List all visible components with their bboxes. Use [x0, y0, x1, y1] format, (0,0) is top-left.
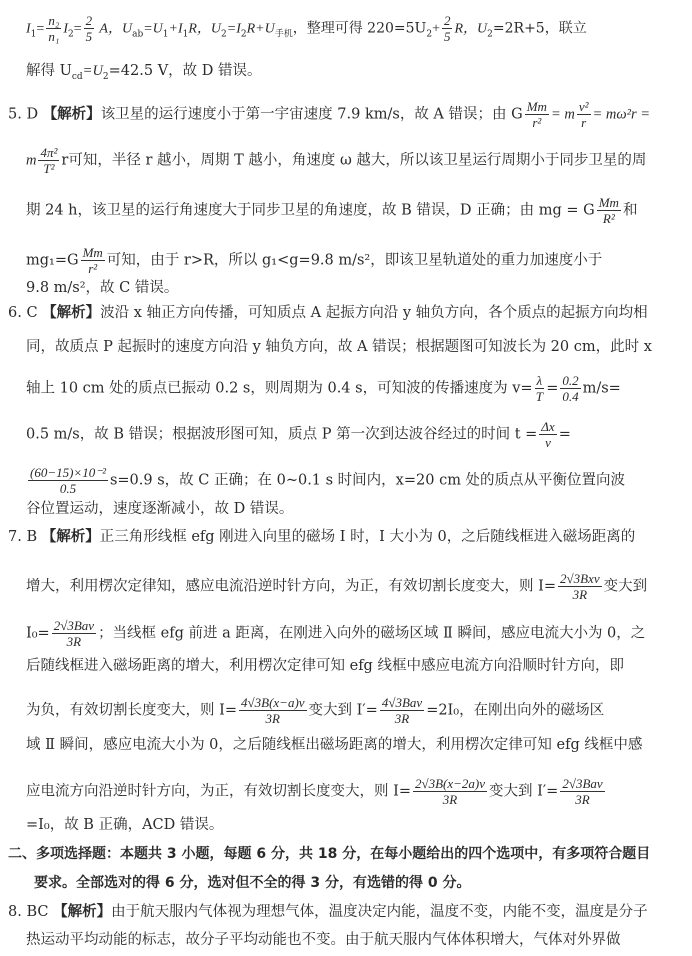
- section-heading-text: 二、多项选择题：本题共 3 小题，每题 6 分，共 18 分，在每小题给出的四个选项中，有多项符合题目: [8, 846, 651, 862]
- denominator: R²: [602, 211, 615, 226]
- numerator: 2√3B(x−2a)v: [414, 776, 486, 791]
- fraction: [46, 14, 61, 43]
- question-5-line-1: [8, 100, 678, 129]
- subscript: 手机: [274, 29, 293, 40]
- question-7-line-6: [26, 735, 678, 755]
- fraction: [442, 14, 453, 43]
- math: R，U: [454, 21, 488, 37]
- text: =I₀，故 B 正确，ACD 错误。: [26, 817, 224, 833]
- subscript: 1: [162, 29, 169, 40]
- question-5-line-2: [26, 146, 678, 175]
- numerator: n₂: [48, 13, 60, 28]
- text: =2I₀，在刚出向外的磁场区: [426, 702, 605, 719]
- text: 增大，利用楞次定律知，感应电流沿逆时针方向，为正，有效切割长度变大，则 I=: [26, 578, 556, 595]
- fraction: [239, 696, 307, 725]
- text: 变大到: [603, 578, 648, 595]
- math: I: [63, 21, 69, 37]
- question-number: 7. B: [8, 529, 42, 545]
- math: R，U: [188, 21, 222, 37]
- text: ，整理可得 220=5U: [292, 20, 427, 37]
- math: =: [73, 21, 82, 37]
- math: m: [26, 152, 37, 169]
- numerator: Δx: [541, 419, 555, 434]
- denominator: 3R: [575, 792, 590, 807]
- fraction: [560, 777, 604, 806]
- text: 同，故质点 P 起振时的速度方向沿 y 轴负方向，故 A 错误；根据题图可知波长为 20 cm，此时 x: [26, 339, 652, 355]
- fraction: [539, 420, 556, 449]
- subscript: 2: [487, 29, 493, 40]
- question-number: 8. BC: [8, 904, 54, 920]
- question-7-line-2: [26, 572, 678, 601]
- text-line: [26, 14, 678, 44]
- question-5-line-5: [26, 278, 678, 298]
- math: = m: [550, 106, 575, 123]
- question-6-line-2: [26, 337, 678, 357]
- fraction: [28, 466, 108, 495]
- numerator: (60−15)×10⁻²: [30, 465, 106, 480]
- analysis-tag: 【解析】: [41, 528, 100, 545]
- text: 域 Ⅱ 瞬间，感应电流大小为 0，之后随线框出磁场距离的增大，利用楞次定律可知 efg 线框中感: [26, 737, 643, 753]
- text: m/s=: [582, 380, 621, 397]
- denominator: T²: [43, 161, 55, 176]
- denominator: 0.5: [59, 481, 77, 496]
- math: = mω²r =: [592, 106, 651, 123]
- denominator: v: [545, 435, 551, 450]
- numerator: 2√3Bav: [562, 776, 603, 791]
- denominator: 3R: [442, 792, 458, 807]
- math: +I: [168, 21, 183, 37]
- subscript: 2: [240, 29, 247, 40]
- subscript: 1: [182, 29, 189, 40]
- text: 解得 U: [26, 63, 72, 79]
- numerator: 4√3B(x−a)v: [241, 695, 305, 710]
- denominator: r: [581, 115, 587, 130]
- text: 变大到 I′=: [489, 783, 559, 800]
- text: 变大到 I′=: [308, 702, 378, 719]
- question-6-line-6: [26, 499, 678, 519]
- text: 可知，由于 r>R，所以 g₁<g=9.8 m/s²，即该卫星轨道处的重力加速度小于: [106, 252, 603, 269]
- numerator: v²: [578, 99, 589, 114]
- question-7-line-5: [26, 696, 678, 725]
- math: I: [26, 21, 31, 37]
- fraction: [38, 146, 59, 175]
- fraction: [52, 619, 96, 648]
- section-heading-line-2: [34, 873, 678, 893]
- question-7-line-3: [26, 619, 678, 648]
- section-heading-text: 要求。全部选对的得 6 分，选对但不全的得 3 分，有选错的得 0 分。: [34, 875, 471, 891]
- denominator: r²: [88, 261, 98, 276]
- fraction: [558, 572, 602, 601]
- text: s=0.9 s，故 C 正确；在 0~0.1 s 时间内，x=20 cm 处的质点从平衡位置向波: [109, 472, 626, 489]
- question-number: 5. D: [8, 106, 43, 123]
- text-line: [26, 61, 678, 87]
- numerator: 2: [85, 13, 93, 28]
- question-7-line-4: [26, 656, 678, 676]
- denominator: 3R: [265, 711, 280, 726]
- text: 为负，有效切割长度变大，则 I=: [26, 702, 237, 719]
- subscript: 2: [68, 29, 74, 40]
- denominator: 5: [85, 29, 93, 44]
- denominator: 3R: [394, 711, 410, 726]
- text: 波沿 x 轴正方向传播，可知质点 A 起振方向沿 y 轴负方向，各个质点的起振方向均相: [100, 305, 648, 321]
- fraction: [84, 14, 95, 43]
- analysis-tag: 【解析】: [42, 304, 101, 321]
- question-7-line-8: [26, 815, 678, 835]
- question-6-line-5: [26, 466, 678, 495]
- text: A，U: [96, 21, 133, 37]
- subscript: 2: [426, 29, 433, 40]
- denominator: n₁: [48, 29, 60, 44]
- numerator: 0.2: [562, 373, 579, 388]
- numerator: 2√3Bxv: [559, 571, 600, 586]
- denominator: 3R: [66, 634, 82, 649]
- fraction: [81, 246, 105, 275]
- question-8-line-2: [26, 930, 678, 950]
- math: +: [432, 21, 440, 37]
- text: 热运动平均动能的标志，故分子平均动能也不变。由于航天服内气体体积增大，气体对外界做: [26, 932, 621, 948]
- question-7-line-1: [8, 527, 678, 547]
- question-6-line-1: [8, 303, 678, 323]
- fraction: [577, 100, 591, 129]
- numerator: 4√3Bav: [381, 695, 423, 710]
- fraction: [380, 696, 424, 725]
- subscript: 1: [30, 29, 37, 40]
- text: 0.5 m/s，故 B 错误；根据波形图可知，质点 P 第一次到达波谷经过的时间 t =: [26, 426, 538, 443]
- denominator: 5: [443, 29, 451, 44]
- analysis-tag: 【解析】: [53, 903, 112, 920]
- denominator: r²: [532, 115, 542, 130]
- text: 期 24 h，该卫星的运行角速度大于同步卫星的角速度，故 B 错误，D 正确；由 mg = G: [26, 202, 595, 219]
- math: =: [558, 426, 571, 443]
- question-5-line-3: [26, 196, 678, 225]
- text: 后随线框进入磁场距离的增大，利用楞次定律可知 efg 线框中感应电流方向沿顺时针方向，即: [26, 658, 624, 674]
- math: =U: [143, 21, 163, 37]
- math: =I: [226, 21, 241, 37]
- section-heading: [8, 844, 678, 864]
- text: =42.5 V，故 D 错误。: [108, 63, 262, 79]
- question-6-line-4: [26, 420, 678, 449]
- fraction: [413, 777, 487, 806]
- text: ；当线框 efg 前进 a 距离，在刚进入向外的磁场区域 Ⅱ 瞬间，感应电流大小为 0，之: [98, 625, 646, 642]
- numerator: 2: [443, 13, 451, 28]
- numerator: Mm: [598, 195, 619, 210]
- math: R+U: [246, 21, 275, 37]
- text: r可知，半径 r 越小，周期 T 越小，角速度 ω 越大，所以该卫星运行周期小于同步卫星的周: [61, 152, 647, 169]
- text: 谷位置运动，速度逐渐减小，故 D 错误。: [26, 501, 294, 517]
- question-8-line-1: [8, 902, 678, 922]
- subscript: cd: [71, 71, 83, 82]
- math: =U: [82, 63, 103, 79]
- subscript: ab: [132, 29, 144, 40]
- text: 轴上 10 cm 处的质点已振动 0.2 s，则周期为 0.4 s，可知波的传播速度为 v=: [26, 380, 533, 397]
- fraction: [535, 374, 545, 403]
- fraction: [560, 374, 580, 403]
- text: 该卫星的运行速度小于第一宇宙速度 7.9 km/s，故 A 错误；由 G: [100, 106, 523, 123]
- fraction: [525, 100, 549, 129]
- subscript: 2: [102, 71, 109, 82]
- denominator: T: [535, 389, 543, 404]
- subscript: 2: [221, 29, 227, 40]
- question-5-line-4: [26, 246, 678, 275]
- question-7-line-7: [26, 777, 678, 806]
- analysis-tag: 【解析】: [42, 105, 101, 123]
- math: =: [36, 21, 45, 37]
- denominator: 3R: [572, 587, 588, 602]
- numerator: 4π²: [40, 145, 58, 160]
- text: mg₁=G: [26, 252, 79, 269]
- question-number: 6. C: [8, 305, 43, 321]
- question-6-line-3: [26, 374, 678, 403]
- numerator: 2√3Bav: [53, 618, 95, 633]
- numerator: Mm: [82, 245, 103, 260]
- text: 正三角形线框 efg 刚进入向里的磁场 Ⅰ 时，I 大小为 0，之后随线框进入磁场距离的: [99, 529, 636, 545]
- text: 应电流方向沿逆时针方向，为正，有效切割长度变大，则 I=: [26, 783, 411, 800]
- numerator: Mm: [526, 99, 547, 114]
- denominator: 0.4: [562, 389, 579, 404]
- numerator: λ: [536, 373, 543, 388]
- text: =2R+5，联立: [492, 20, 587, 37]
- text: 和: [622, 202, 638, 219]
- fraction: [597, 196, 621, 225]
- text: 9.8 m/s²，故 C 错误。: [26, 280, 179, 296]
- math: I₀=: [26, 625, 50, 642]
- math: =: [546, 380, 559, 397]
- text: 由于航天服内气体视为理想气体，温度决定内能，温度不变，内能不变，温度是分子: [111, 904, 648, 920]
